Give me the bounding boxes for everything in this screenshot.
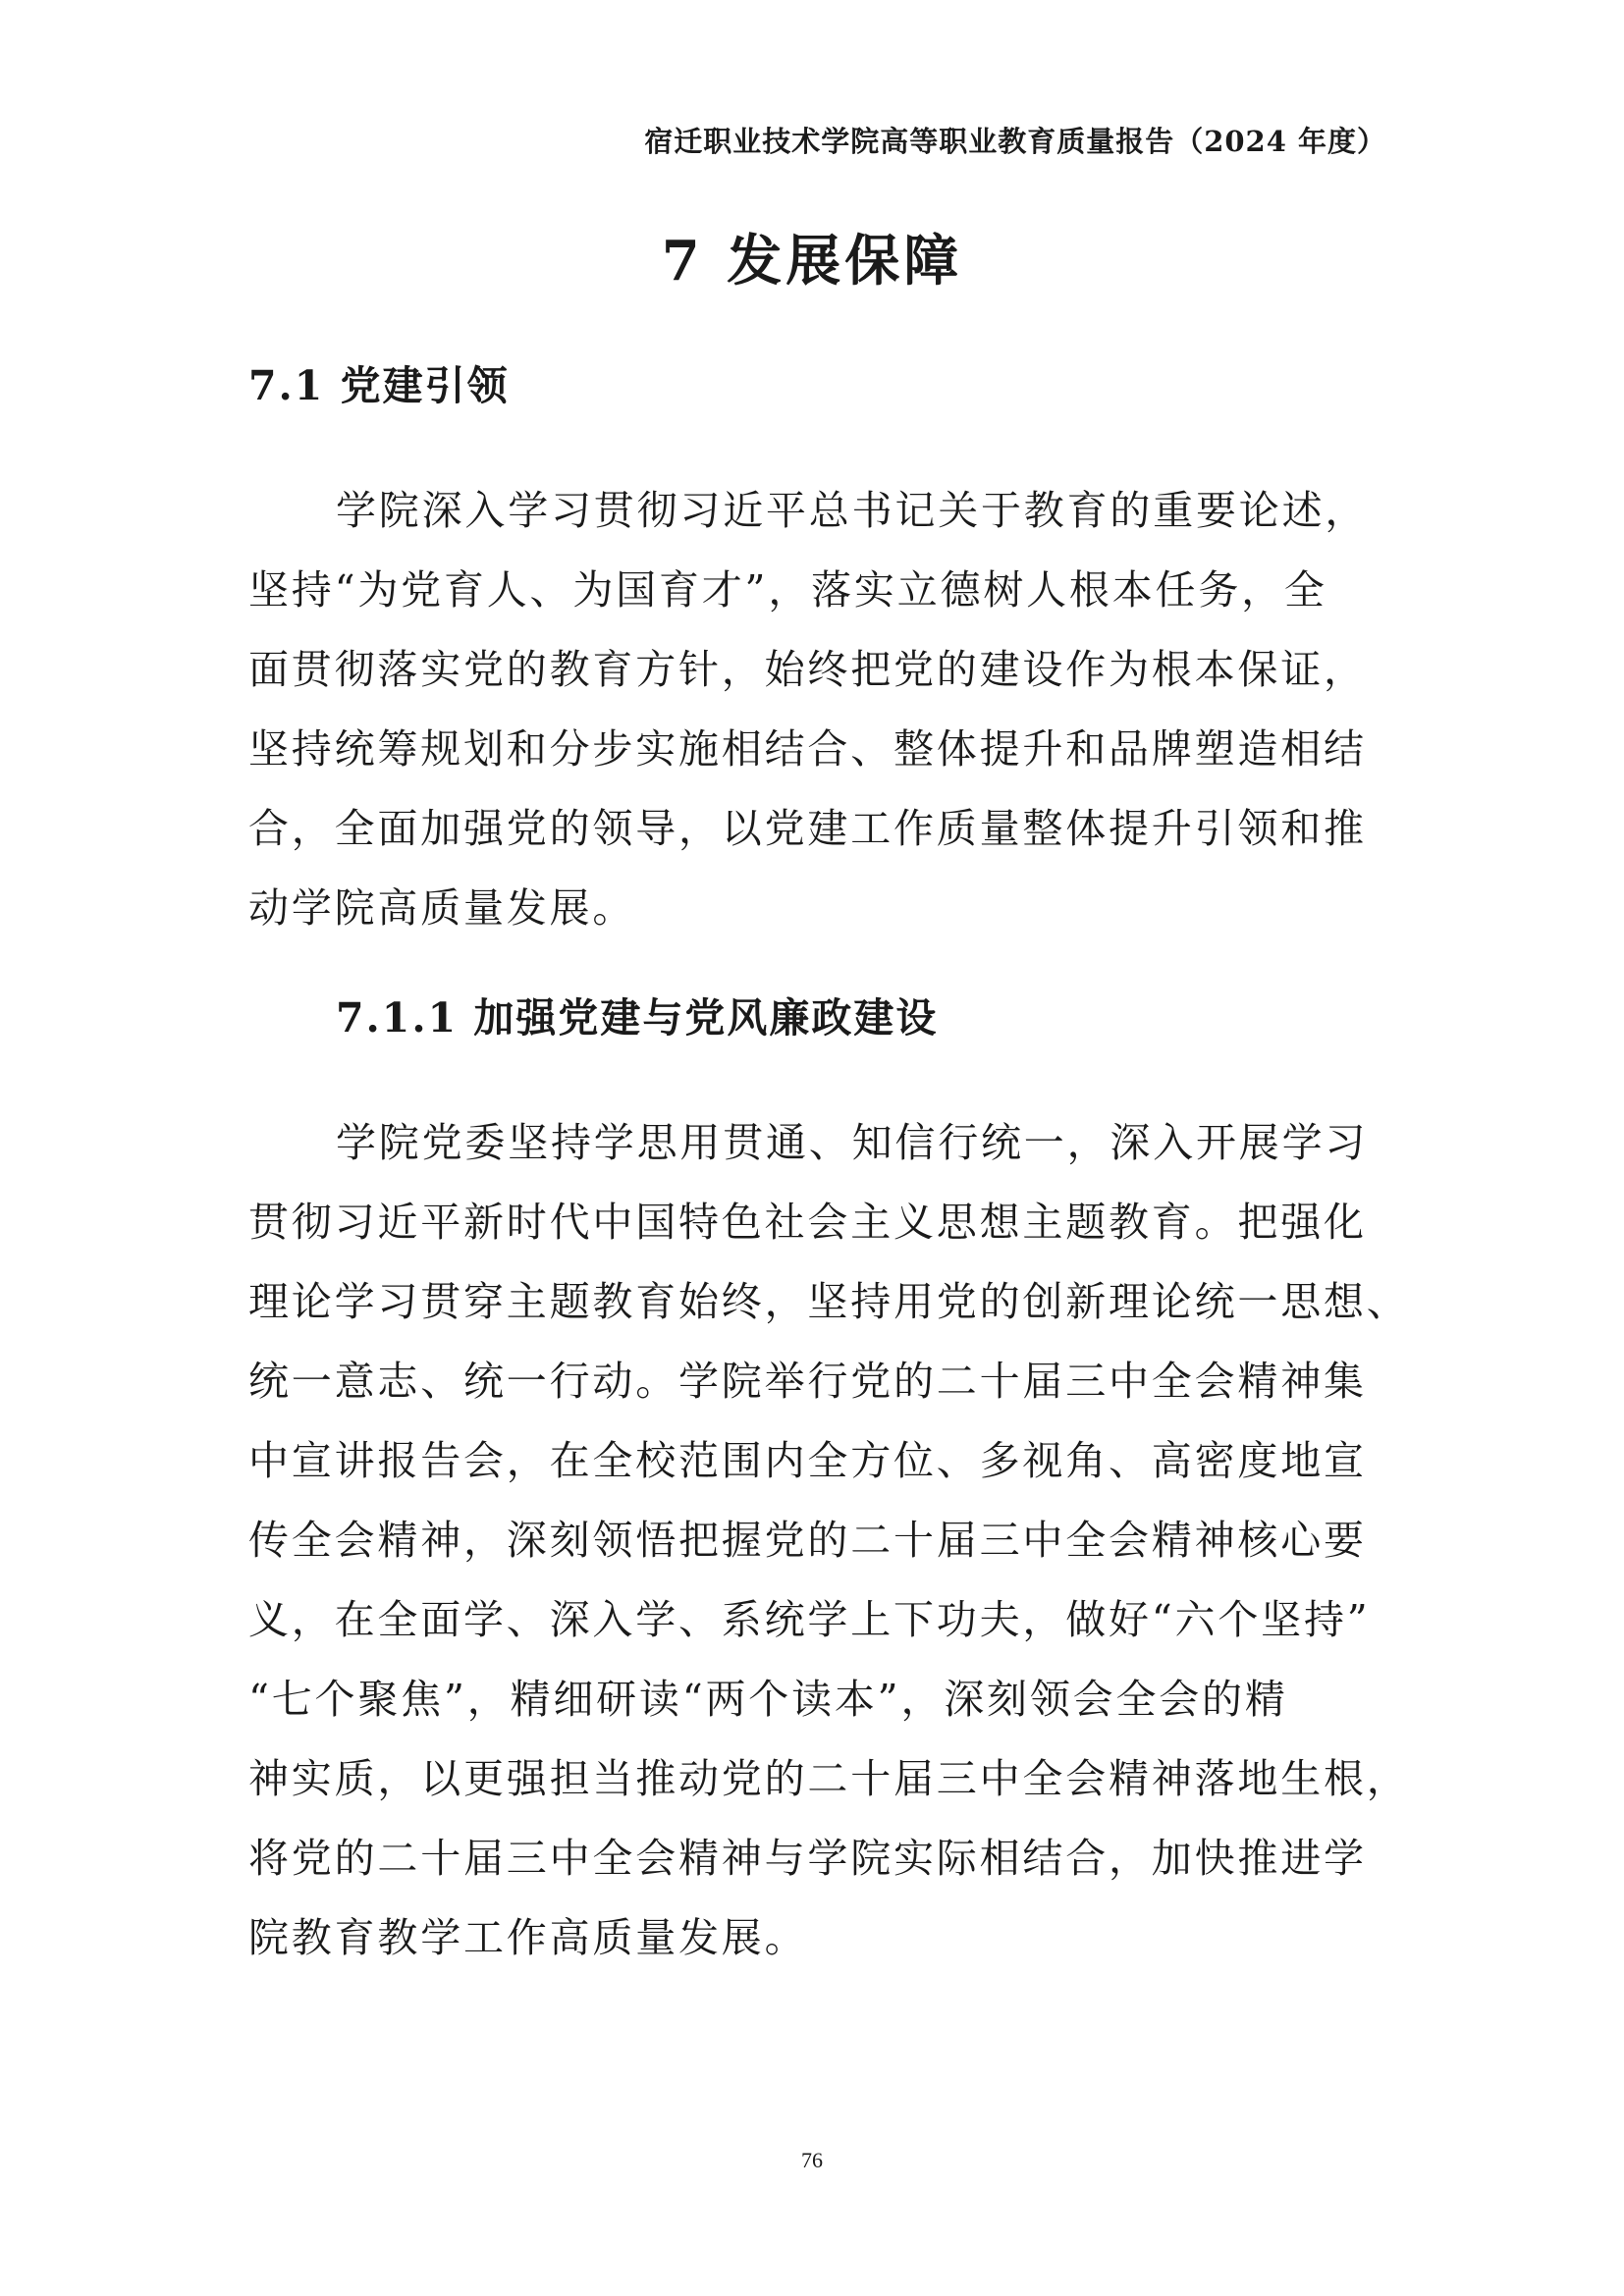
chapter-title: 7 发展保障 [661, 229, 963, 294]
paragraph-line: 面贯彻落实党的教育方针，始终把党的建设作为根本保证， [248, 646, 1367, 693]
running-header: 宿迁职业技术学院高等职业教育质量报告（2024 年度） [644, 125, 1386, 158]
paragraph-line: 学院深入学习贯彻习近平总书记关于教育的重要论述， [336, 487, 1369, 534]
paragraph-line: 将党的二十届三中全会精神与学院实际相结合，加快推进学 [248, 1835, 1367, 1882]
paragraph-line: 坚持统筹规划和分步实施相结合、整体提升和品牌塑造相结 [248, 725, 1367, 773]
section-title: 7.1 党建引领 [248, 362, 510, 409]
paragraph-line: 义，在全面学、深入学、系统学上下功夫，做好“六个坚持” [248, 1596, 1371, 1643]
paragraph-line: 坚持“为党育人、为国育才”，落实立德树人根本任务，全 [248, 566, 1327, 614]
paragraph-line: 合，全面加强党的领导，以党建工作质量整体提升引领和推 [248, 805, 1367, 852]
paragraph-line: 统一意志、统一行动。学院举行党的二十届三中全会精神集 [248, 1358, 1367, 1405]
subsection-title: 7.1.1 加强党建与党风廉政建设 [336, 994, 939, 1041]
paragraph-line: 神实质，以更强担当推动党的二十届三中全会精神落地生根， [248, 1755, 1410, 1802]
paragraph-line: 理论学习贯穿主题教育始终，坚持用党的创新理论统一思想、 [248, 1278, 1410, 1325]
paragraph-line: 动学院高质量发展。 [248, 884, 636, 932]
paragraph-line: 传全会精神，深刻领悟把握党的二十届三中全会精神核心要 [248, 1517, 1367, 1564]
paragraph-line: 学院党委坚持学思用贯通、知信行统一，深入开展学习 [336, 1119, 1369, 1166]
paragraph-line: 中宣讲报告会，在全校范围内全方位、多视角、高密度地宣 [248, 1437, 1367, 1484]
paragraph-line: 院教育教学工作高质量发展。 [248, 1914, 808, 1961]
paragraph-line: 贯彻习近平新时代中国特色社会主义思想主题教育。把强化 [248, 1199, 1367, 1246]
page-number: 76 [801, 2148, 823, 2172]
paragraph-line: “七个聚焦”，精细研读“两个读本”，深刻领会全会的精 [248, 1676, 1288, 1723]
